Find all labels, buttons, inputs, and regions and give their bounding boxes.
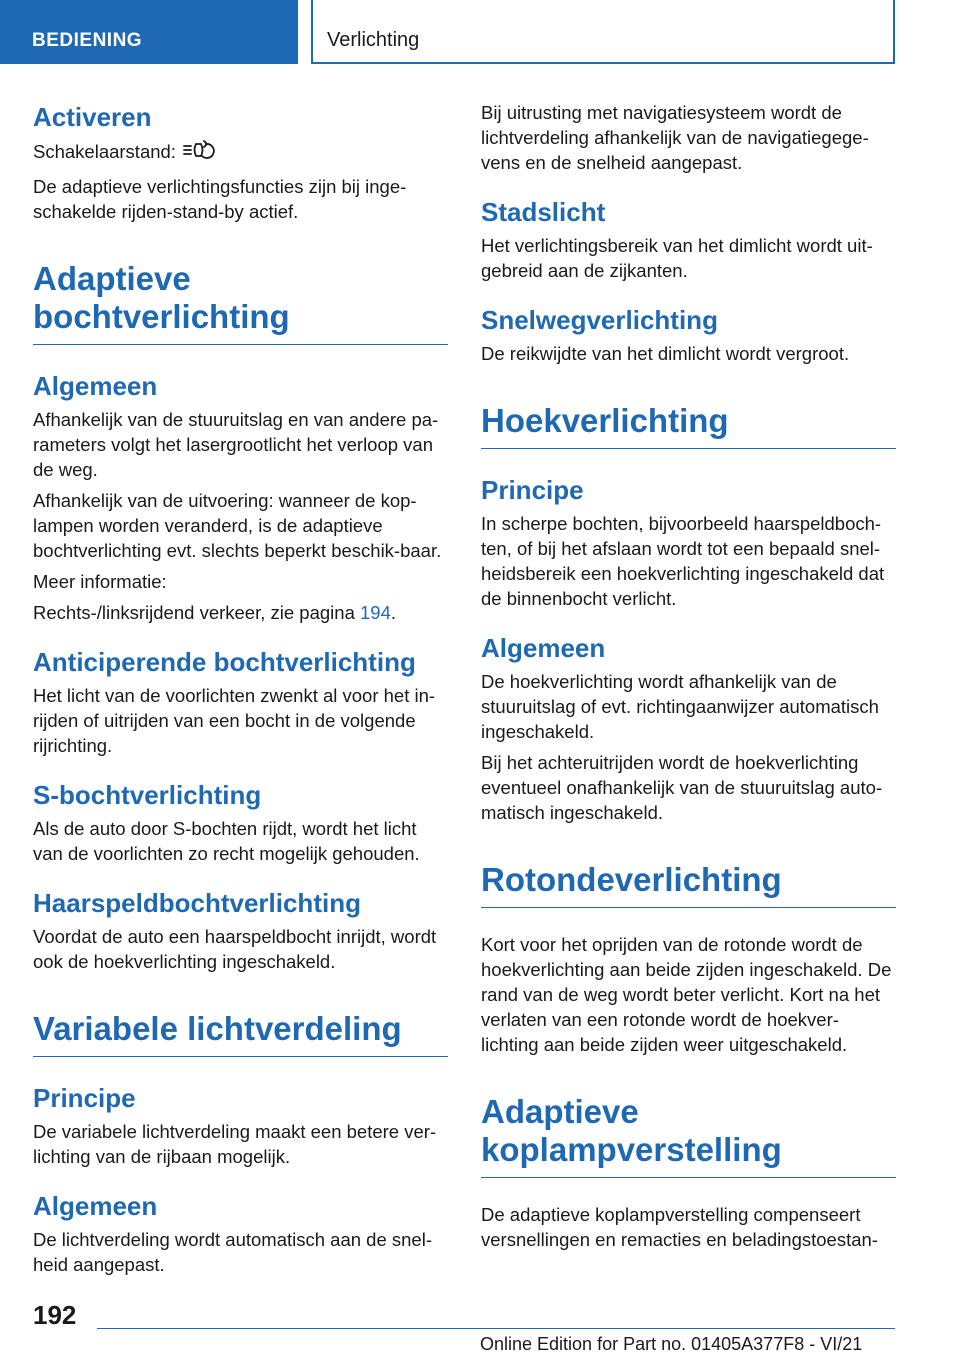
motorway-light-heading: Snelwegverlichting: [481, 305, 718, 335]
section-title: Verlichting: [311, 0, 895, 64]
reference-end: .: [390, 602, 397, 623]
page-number: 192: [33, 1300, 77, 1330]
variable-light-heading: Variabele lichtverdeling: [33, 1010, 448, 1057]
hairpin-heading: Haarspeldbochtverlichting: [33, 888, 361, 918]
navigation-text: Bij uitrusting met navigatiesysteem wordt de lichtverdeling afhankelijk van de navigatiegege-vens en de snelheid aangepast.: [481, 102, 869, 173]
hairpin-text: Voordat de auto een haarspeldbocht inrijdt, wordt ook de hoekverlichting ingeschakeld.: [33, 926, 437, 972]
algemeen-2-text: De lichtverdeling wordt automatisch aan de snel-heid aangepast.: [33, 1229, 432, 1275]
principe-right-text: In scherpe bochten, bijvoorbeeld haarspeldboch-ten, of bij het afslaan wordt tot een bepaald snel-heidsbereik een hoekverlichting ingeschakeld dat de binnenbocht verlicht.: [481, 513, 885, 609]
adaptive-cornering-heading: Adaptieve bochtverlichting: [33, 260, 448, 345]
adaptive-headlight-heading-line-1: Adaptieve: [481, 1093, 639, 1130]
activeren-text: De adaptieve verlichtingsfuncties zijn bij inge-schakelde rijden-stand-by actief.: [33, 176, 407, 222]
right-column: [481, 100, 896, 1258]
edition-footer: Online Edition for Part no. 01405A377F8 - VI/21: [480, 1334, 863, 1354]
algemeen-right-paragraph-2: Bij het achteruitrijden wordt de hoekverlichting eventueel onafhankelijk van de stuuruitslag auto-matisch ingeschakeld.: [481, 752, 883, 823]
city-light-text: Het verlichtingsbereik van het dimlicht wordt uit-gebreid aan de zijkanten.: [481, 235, 873, 281]
roundabout-light-text: Kort voor het oprijden van de rotonde wordt de hoekverlichting aan beide zijden ingeschakeld. De rand van de weg wordt beter verlicht. Kort na het verlaten van een rotonde wordt de hoekver-lichting aan beide zijden weer uitgeschakeld.: [481, 934, 892, 1055]
algemeen-2-heading: Algemeen: [33, 1191, 158, 1221]
algemeen-paragraph-1: Afhankelijk van de stuuruitslag en van andere pa-rameters volgt het lasergrootlicht het verloop van de weg.: [33, 409, 439, 480]
s-curve-heading: S-bochtverlichting: [33, 780, 262, 810]
activeren-heading: Activeren: [33, 102, 152, 132]
cornering-light-heading: Hoekverlichting: [481, 402, 896, 449]
left-column: [33, 100, 448, 1283]
s-curve-text: Als de auto door S-bochten rijdt, wordt het licht van de voorlichten zo recht mogelijk gehouden.: [33, 818, 420, 864]
motorway-light-text: De reikwijdte van het dimlicht wordt vergroot.: [481, 343, 850, 364]
algemeen-paragraph-2: Afhankelijk van de uitvoering: wanneer de kop-lampen worden veranderd, is de adaptieve bochtverlichting evt. slechts beperkt beschik-baar.: [33, 490, 442, 561]
principe-text: De variabele lichtverdeling maakt een betere ver-lichting van de rijbaan mogelijk.: [33, 1121, 437, 1167]
algemeen-right-paragraph-1: De hoekverlichting wordt afhankelijk van de stuuruitslag of evt. richtingaanwijzer automatisch ingeschakeld.: [481, 671, 879, 742]
footer-divider: [97, 1328, 895, 1329]
switch-position-line: [33, 138, 448, 168]
principe-right-heading: Principe: [481, 475, 584, 505]
page-reference-link[interactable]: 194: [360, 602, 391, 623]
adaptive-headlight-heading: [481, 1093, 896, 1178]
anticipating-text: Het licht van de voorlichten zwenkt al voor het in-rijden of uitrijden van een bocht in de volgende rijrichting.: [33, 685, 436, 756]
adaptive-light-switch-icon: [182, 138, 216, 168]
switch-label: Schakelaarstand:: [33, 140, 176, 162]
algemeen-paragraph-4: [33, 600, 448, 625]
principe-heading: Principe: [33, 1083, 136, 1113]
adaptive-headlight-heading-line-2: koplampverstelling: [481, 1131, 782, 1168]
roundabout-light-heading: Rotondeverlichting: [481, 861, 896, 908]
algemeen-heading: Algemeen: [33, 371, 158, 401]
anticipating-heading: Anticiperende bochtverlichting: [33, 647, 416, 677]
algemeen-paragraph-3: Meer informatie:: [33, 571, 167, 592]
city-light-heading: Stadslicht: [481, 197, 606, 227]
algemeen-right-heading: Algemeen: [481, 633, 606, 663]
reference-text: Rechts-/linksrijdend verkeer, zie pagina: [33, 602, 360, 623]
adaptive-headlight-text: De adaptieve koplampverstelling compenseert versnellingen en remacties en beladingstoestan-: [481, 1204, 878, 1250]
chapter-tab: BEDIENING: [0, 0, 298, 64]
